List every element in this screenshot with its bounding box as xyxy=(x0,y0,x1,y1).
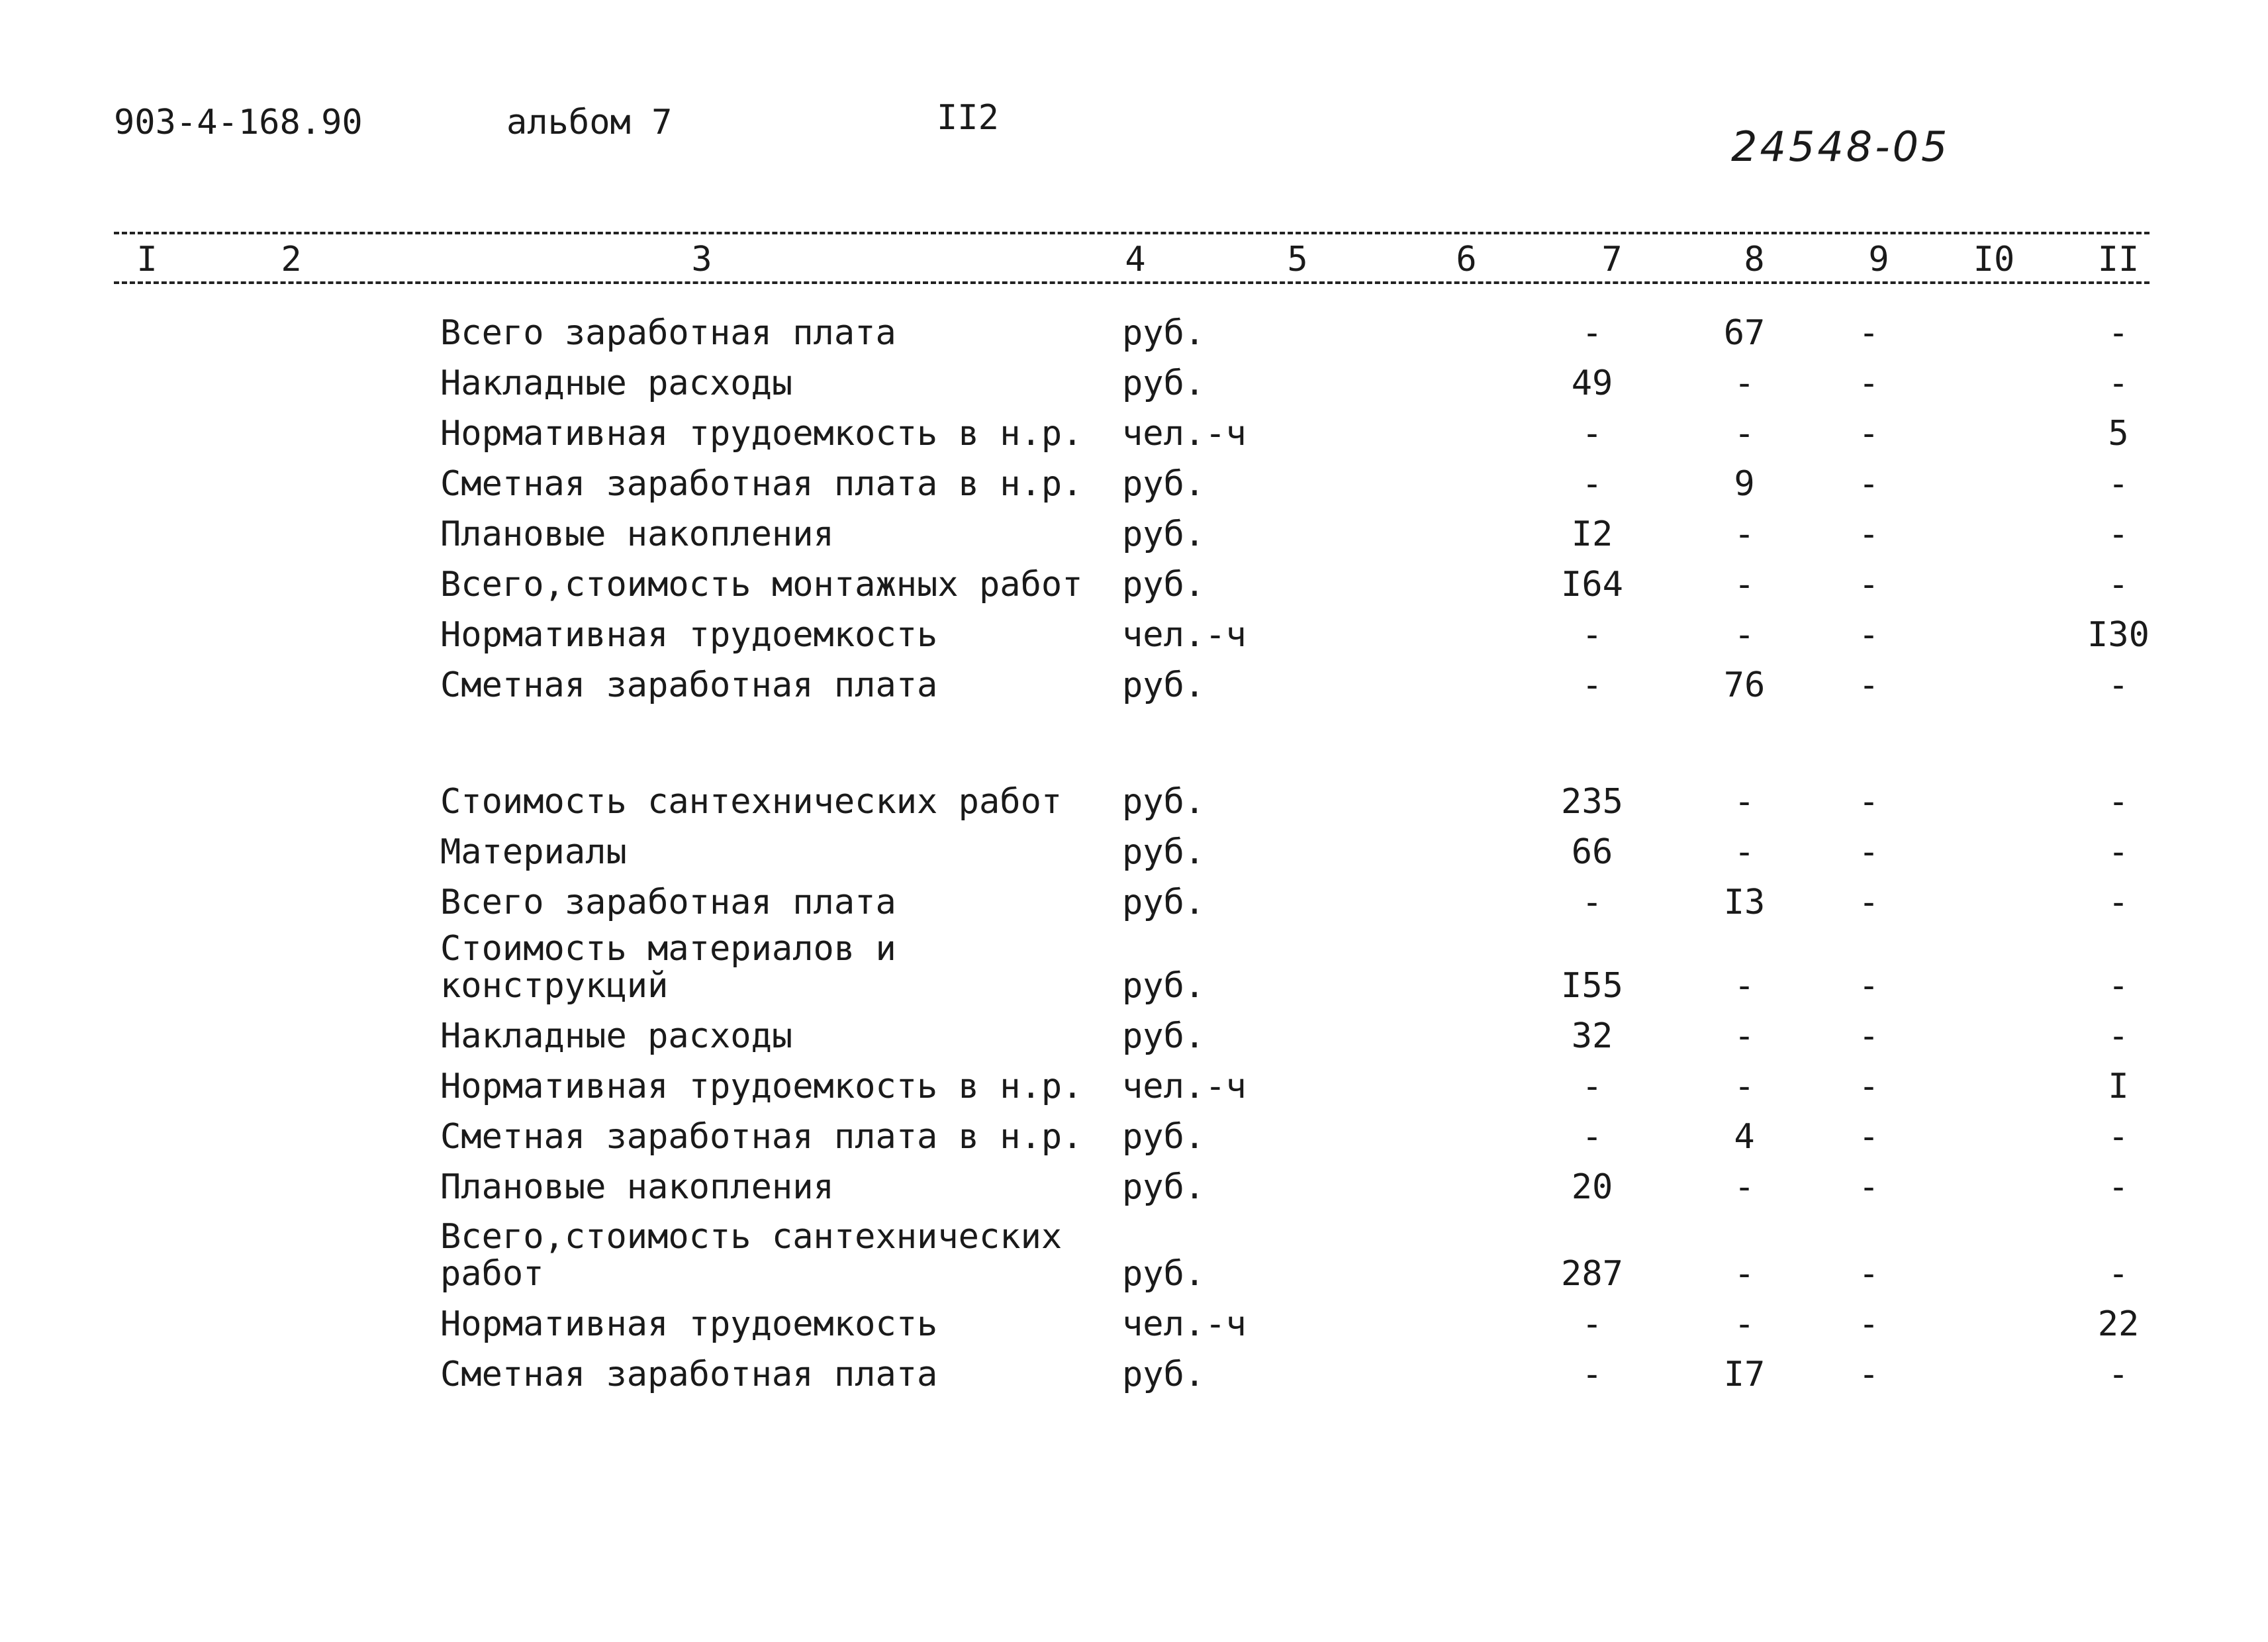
cell-col8: I7 xyxy=(1723,1355,1766,1394)
cell-col8: 76 xyxy=(1723,665,1766,705)
cell-col11: I30 xyxy=(2087,615,2150,655)
column-number: 3 xyxy=(691,240,712,279)
album-label: альбом 7 xyxy=(506,103,673,142)
cell-col11: - xyxy=(2108,782,2129,822)
cell-col11: - xyxy=(2108,514,2129,554)
doc-code: 903-4-168.90 xyxy=(114,103,363,142)
column-number: 7 xyxy=(1601,240,1623,279)
cell-col9: - xyxy=(1858,615,1879,655)
column-number: I0 xyxy=(1973,240,2015,279)
column-number: II xyxy=(2097,240,2140,279)
cell-col8: - xyxy=(1734,1167,1755,1207)
row-description: Сметная заработная плата в н.р. xyxy=(440,1117,1083,1157)
cell-col9: - xyxy=(1858,1016,1879,1056)
cell-col8: - xyxy=(1734,1304,1755,1344)
column-number: 2 xyxy=(281,240,302,279)
table-row xyxy=(0,314,2268,361)
table-row xyxy=(0,465,2268,512)
cell-col9: - xyxy=(1858,565,1879,604)
cell-col7: - xyxy=(1582,1067,1603,1106)
row-description: Стоимость сантехнических работ xyxy=(440,782,1063,822)
cell-col8: - xyxy=(1734,414,1755,454)
row-unit: руб. xyxy=(1122,464,1205,504)
cell-col8: - xyxy=(1734,1254,1755,1294)
cell-col11: - xyxy=(2108,1117,2129,1157)
cell-col11: - xyxy=(2108,1016,2129,1056)
cell-col11: - xyxy=(2108,883,2129,922)
row-unit: руб. xyxy=(1122,782,1205,822)
cell-col8: - xyxy=(1734,1016,1755,1056)
cell-col8: - xyxy=(1734,565,1755,604)
cell-col11: - xyxy=(2108,1254,2129,1294)
table-row xyxy=(0,1018,2268,1064)
cell-col11: - xyxy=(2108,565,2129,604)
row-description: Плановые накопления xyxy=(440,514,834,554)
row-description: Всего заработная плата xyxy=(440,313,896,353)
cell-col8: - xyxy=(1734,782,1755,822)
cell-col7: 287 xyxy=(1561,1254,1623,1294)
cell-col8: - xyxy=(1734,363,1755,403)
cell-col9: - xyxy=(1858,414,1879,454)
cell-col8: 9 xyxy=(1734,464,1755,504)
row-description: Накладные расходы xyxy=(440,363,793,403)
row-unit: руб. xyxy=(1122,514,1205,554)
cell-col11: - xyxy=(2108,832,2129,872)
table-row xyxy=(0,1217,2268,1302)
row-unit: руб. xyxy=(1122,1016,1205,1056)
cell-col7: - xyxy=(1582,615,1603,655)
table-row xyxy=(0,616,2268,663)
row-description: Нормативная трудоемкость xyxy=(440,1304,938,1344)
cell-col11: - xyxy=(2108,464,2129,504)
table-row xyxy=(0,566,2268,612)
cell-col9: - xyxy=(1858,1355,1879,1394)
table-row xyxy=(0,1356,2268,1402)
cell-col9: - xyxy=(1858,782,1879,822)
table-row xyxy=(0,1118,2268,1165)
table-row xyxy=(0,415,2268,461)
row-description: Всего заработная плата xyxy=(440,883,896,922)
cell-col8: - xyxy=(1734,966,1755,1006)
cell-col8: - xyxy=(1734,615,1755,655)
cell-col7: I55 xyxy=(1561,966,1623,1006)
cell-col9: - xyxy=(1858,1167,1879,1207)
table-row xyxy=(0,783,2268,830)
column-number: 4 xyxy=(1125,240,1146,279)
row-unit: руб. xyxy=(1122,1355,1205,1394)
cell-col11: - xyxy=(2108,966,2129,1006)
row-description: Плановые накопления xyxy=(440,1167,834,1207)
cell-col8: I3 xyxy=(1723,883,1766,922)
cell-col11: - xyxy=(2108,1167,2129,1207)
row-description: Сметная заработная плата xyxy=(440,665,938,705)
cell-col8: - xyxy=(1734,514,1755,554)
handwritten-number: 24548-05 xyxy=(1731,122,1950,171)
cell-col9: - xyxy=(1858,363,1879,403)
row-unit: руб. xyxy=(1122,1254,1205,1294)
row-description: Нормативная трудоемкость в н.р. xyxy=(440,1067,1083,1106)
cell-col7: 49 xyxy=(1571,363,1613,403)
row-description: Всего,стоимость монтажных работ xyxy=(440,565,1083,604)
cell-col11: 22 xyxy=(2097,1304,2140,1344)
row-unit: чел.-ч xyxy=(1122,1067,1247,1106)
cell-col9: - xyxy=(1858,1117,1879,1157)
row-description: Накладные расходы xyxy=(440,1016,793,1056)
cell-col11: - xyxy=(2108,363,2129,403)
column-number: 8 xyxy=(1744,240,1765,279)
cell-col7: - xyxy=(1582,414,1603,454)
table-row xyxy=(0,1306,2268,1352)
table-row xyxy=(0,1169,2268,1215)
table-row xyxy=(0,516,2268,562)
table-row xyxy=(0,834,2268,880)
cell-col7: 20 xyxy=(1571,1167,1613,1207)
column-number: I xyxy=(136,240,158,279)
row-unit: руб. xyxy=(1122,1117,1205,1157)
table-row xyxy=(0,365,2268,411)
cell-col9: - xyxy=(1858,665,1879,705)
row-unit: руб. xyxy=(1122,313,1205,353)
cell-col7: - xyxy=(1582,1117,1603,1157)
row-description: Сметная заработная плата xyxy=(440,1355,938,1394)
header-rule-bottom xyxy=(114,281,2150,284)
cell-col7: - xyxy=(1582,313,1603,353)
cell-col9: - xyxy=(1858,464,1879,504)
row-description: Нормативная трудоемкость в н.р. xyxy=(440,414,1083,454)
cell-col7: - xyxy=(1582,1304,1603,1344)
cell-col9: - xyxy=(1858,966,1879,1006)
row-description: Материалы xyxy=(440,832,627,872)
row-description: Сметная заработная плата в н.р. xyxy=(440,464,1083,504)
cell-col11: - xyxy=(2108,1355,2129,1394)
cell-col11: - xyxy=(2108,313,2129,353)
cell-col7: 32 xyxy=(1571,1016,1613,1056)
table-row xyxy=(0,667,2268,713)
cell-col7: I2 xyxy=(1571,514,1613,554)
row-unit: чел.-ч xyxy=(1122,414,1247,454)
table-row xyxy=(0,1068,2268,1114)
cell-col8: 4 xyxy=(1734,1117,1755,1157)
table-row xyxy=(0,884,2268,930)
page-number: II2 xyxy=(937,98,999,138)
row-unit: руб. xyxy=(1122,565,1205,604)
table-row xyxy=(0,929,2268,1014)
cell-col11: 5 xyxy=(2108,414,2129,454)
row-unit: руб. xyxy=(1122,832,1205,872)
column-number: 6 xyxy=(1456,240,1477,279)
row-unit: руб. xyxy=(1122,363,1205,403)
cell-col7: - xyxy=(1582,665,1603,705)
column-number: 5 xyxy=(1287,240,1308,279)
cell-col7: - xyxy=(1582,464,1603,504)
row-unit: чел.-ч xyxy=(1122,615,1247,655)
cell-col9: - xyxy=(1858,1254,1879,1294)
cell-col9: - xyxy=(1858,832,1879,872)
row-description: Нормативная трудоемкость xyxy=(440,615,938,655)
row-unit: руб. xyxy=(1122,966,1205,1006)
cell-col7: I64 xyxy=(1561,565,1623,604)
cell-col11: - xyxy=(2108,665,2129,705)
row-unit: руб. xyxy=(1122,665,1205,705)
cell-col7: 66 xyxy=(1571,832,1613,872)
row-description: Стоимость материалов и конструкций xyxy=(440,929,896,1006)
cell-col9: - xyxy=(1858,883,1879,922)
column-number: 9 xyxy=(1868,240,1889,279)
header-rule-top xyxy=(114,232,2150,234)
cell-col7: - xyxy=(1582,883,1603,922)
row-unit: чел.-ч xyxy=(1122,1304,1247,1344)
cell-col9: - xyxy=(1858,1304,1879,1344)
cell-col11: I xyxy=(2108,1067,2129,1106)
cell-col7: - xyxy=(1582,1355,1603,1394)
cell-col9: - xyxy=(1858,313,1879,353)
cell-col9: - xyxy=(1858,514,1879,554)
cell-col7: 235 xyxy=(1561,782,1623,822)
row-unit: руб. xyxy=(1122,883,1205,922)
row-description: Всего,стоимость сантехнических работ xyxy=(440,1217,1063,1294)
cell-col8: 67 xyxy=(1723,313,1766,353)
cell-col8: - xyxy=(1734,832,1755,872)
cell-col9: - xyxy=(1858,1067,1879,1106)
cell-col8: - xyxy=(1734,1067,1755,1106)
row-unit: руб. xyxy=(1122,1167,1205,1207)
